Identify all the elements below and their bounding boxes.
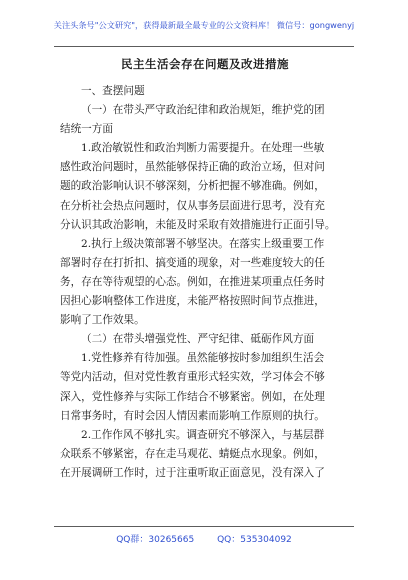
text-line: 题的政治影响认识不够深刻，分析把握不够准确。例如， — [60, 180, 325, 193]
footer — [0, 532, 408, 545]
text-line: 感性政治问题时，虽然能够保持正确的政治立场，但对问 — [60, 161, 325, 174]
document-title: 民主生活会存在问题及改进措施 — [121, 57, 289, 71]
document-body — [60, 50, 350, 483]
text-line: 一、查摆问题 — [81, 85, 145, 97]
header-divider — [54, 46, 354, 47]
text-line: 务，存在等待观望的心态。例如，在推进某项重点任务时 — [60, 275, 325, 288]
text-line: 深入，党性修养与实际工作结合不够紧密。例如，在处理 — [60, 390, 325, 403]
footer-qq-group: QQ群：30265665 — [116, 535, 195, 545]
text-line: 众联系不够紧密，存在走马观花、蜻蜓点水现象。例如， — [60, 447, 325, 460]
text-line: 1.政治敏锐性和政治判断力需要提升。在处理一些敏 — [81, 142, 325, 155]
footer-divider — [54, 526, 354, 527]
header-banner: 关注头条号"公文研究"，获得最新最全最专业的公文资料库！ 微信号：gongwenyj — [53, 20, 355, 30]
text-line: 因担心影响整体工作进度，未能严格按照时间节点推进， — [60, 295, 325, 308]
paragraph-lines — [60, 82, 350, 483]
text-line: 在开展调研工作时，过于注重听取正面意见，没有深入了 — [60, 466, 325, 479]
text-line: 2.执行上级决策部署不够坚决。在落实上级重要工作 — [81, 237, 325, 250]
footer-qq-number: QQ：535304092 — [217, 535, 292, 545]
text-line: 在分析社会热点问题时，仅从事务层面进行思考，没有充 — [60, 199, 325, 212]
text-line: 等党内活动，但对党性教育重形式轻实效，学习体会不够 — [60, 371, 325, 384]
text-line: （二）在带头增强党性、严守纪律、砥砺作风方面 — [81, 333, 315, 346]
text-line: 部署时存在打折扣、搞变通的现象，对一些难度较大的任 — [60, 256, 325, 269]
text-line: 日常事务时，有时会因人情因素而影响工作原则的执行。 — [60, 409, 325, 422]
text-line: （一）在带头严守政治纪律和政治规矩，维护党的团 — [81, 104, 325, 117]
text-line: 结统一方面 — [60, 123, 113, 136]
text-line: 分认识其政治影响，未能及时采取有效措施进行正面引导。 — [60, 218, 336, 231]
text-line: 1.党性修养有待加强。虽然能够按时参加组织生活会 — [81, 352, 325, 365]
text-line: 2.工作作风不够扎实。调查研究不够深入，与基层群 — [81, 428, 325, 441]
text-line: 影响了工作效果。 — [60, 314, 145, 327]
